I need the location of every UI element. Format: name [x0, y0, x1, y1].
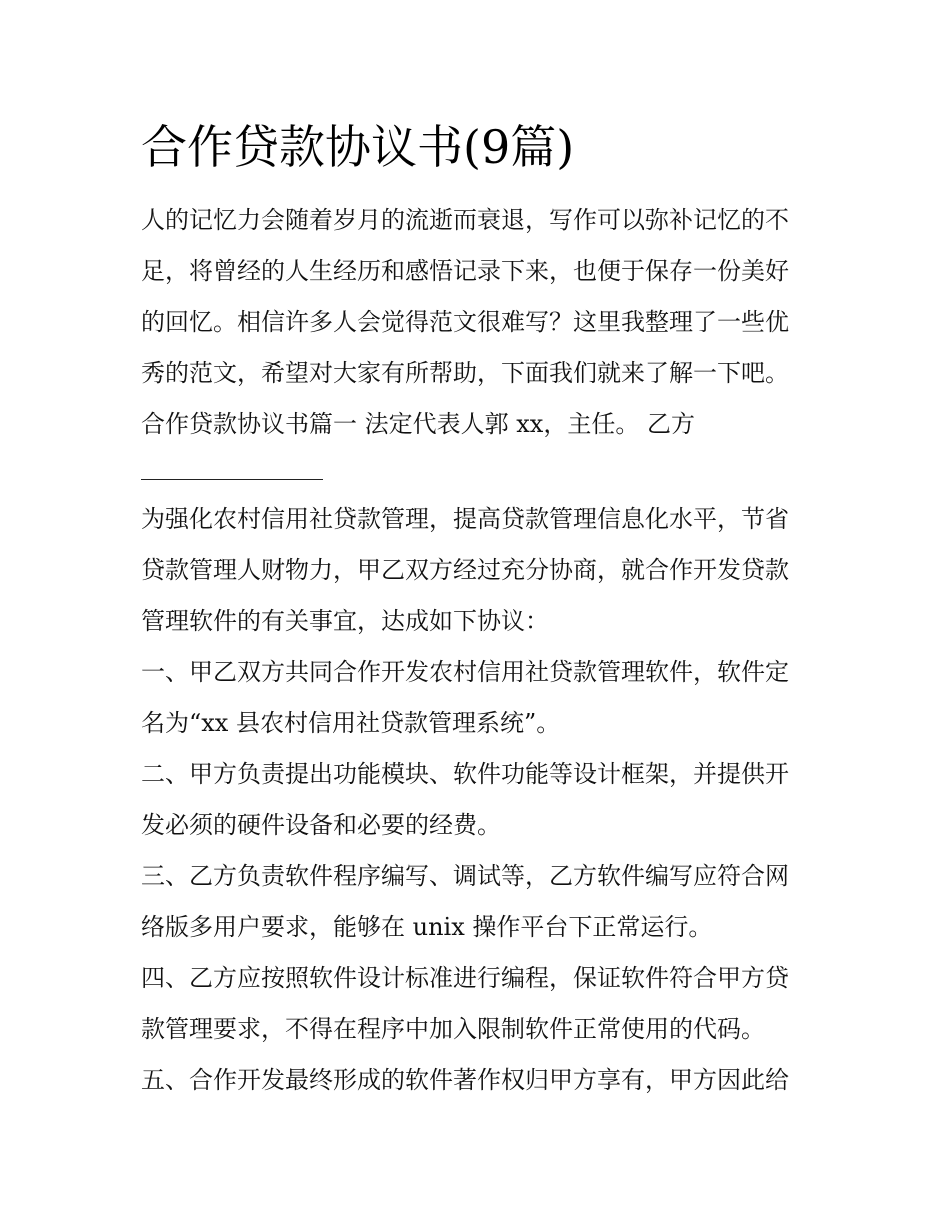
signature-blank-line	[141, 479, 323, 480]
paragraph-line: 发必须的硬件设备和必要的经费。	[141, 811, 501, 839]
paragraph-line: 五、合作开发最终形成的软件著作权归甲方享有，甲方因此给	[141, 1066, 789, 1094]
paragraph-line: 一、甲乙双方共同合作开发农村信用社贷款管理软件，软件定	[141, 658, 789, 686]
paragraph-line: 名为“xx 县农村信用社贷款管理系统”。	[141, 709, 561, 737]
paragraph-line: 秀的范文，希望对大家有所帮助，下面我们就来了解一下吧。	[141, 359, 789, 387]
paragraph-line: 管理软件的有关事宜，达成如下协议：	[141, 607, 549, 635]
paragraph-line: 为强化农村信用社贷款管理，提高贷款管理信息化水平，节省	[141, 505, 789, 533]
paragraph-line: 三、乙方负责软件程序编写、调试等，乙方软件编写应符合网	[141, 862, 789, 890]
paragraph-line: 的回忆。相信许多人会觉得范文很难写？这里我整理了一些优	[141, 308, 789, 336]
paragraph-line: 贷款管理人财物力，甲乙双方经过充分协商，就合作开发贷款	[141, 556, 789, 584]
paragraph-line: 款管理要求，不得在程序中加入限制软件正常使用的代码。	[141, 1015, 765, 1043]
paragraph-line: 络版多用户要求，能够在 unix 操作平台下正常运行。	[141, 913, 713, 941]
paragraph-line: 人的记忆力会随着岁月的流逝而衰退，写作可以弥补记忆的不	[141, 206, 789, 234]
paragraph-line: 合作贷款协议书篇一 法定代表人郭 xx，主任。 乙方	[141, 410, 695, 438]
paragraph-line: 四、乙方应按照软件设计标准进行编程，保证软件符合甲方贷	[141, 964, 789, 992]
paragraph-line: 二、甲方负责提出功能模块、软件功能等设计框架，并提供开	[141, 760, 789, 788]
paragraph-line: 足，将曾经的人生经历和感悟记录下来，也便于保存一份美好	[141, 257, 789, 285]
document-title: 合作贷款协议书(9篇)	[141, 120, 575, 174]
